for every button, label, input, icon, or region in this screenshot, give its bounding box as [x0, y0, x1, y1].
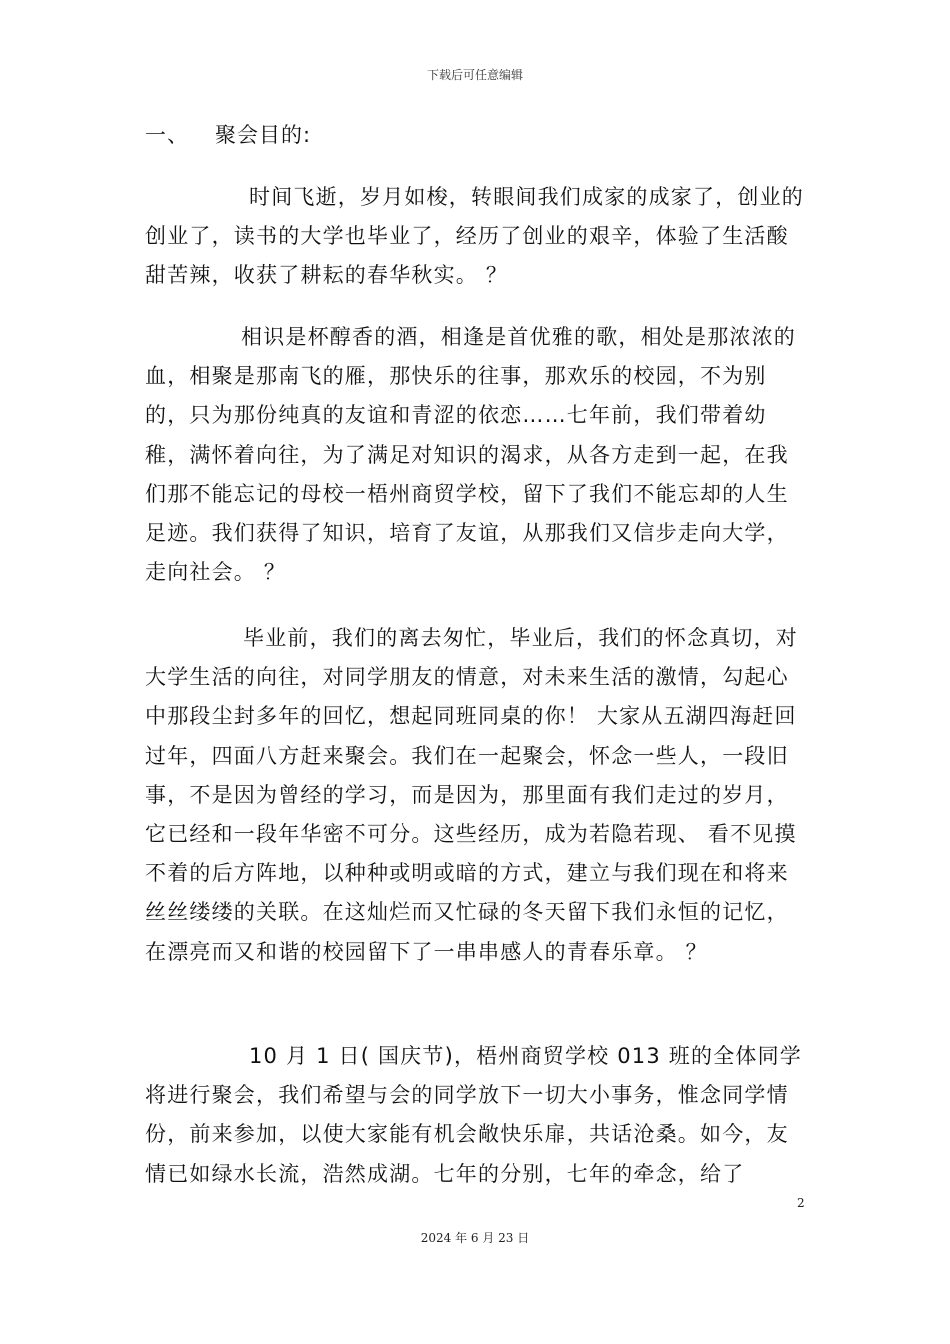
- paragraph-3-text: 毕业前，我们的离去匆忙，毕业后，我们的怀念真切，对大学生活的向往，对同学朋友的情意，对未来生活的激情，勾起心中那段尘封多年的回忆，想起同班同桌的你！ 大家从五湖四海赶回过年，四面八方赶来聚会。我们在一起聚会，怀念一些人，一段旧事，不是因为曾经的学习，而是因为，那里面有我们走过的岁月，它已经和一段年华密不可分。这些经历，成为若隐若现、 看不见摸不着的后方阵地，以种种或明或暗的方式，建立与我们现在和将来丝丝缕缕的关联。在这灿烂而又忙碌的冬天留下我们永恒的记忆，在漂亮而又和谐的校园留下了一串串感人的青春乐章。 ？: [145, 626, 798, 964]
- section-title: 聚会目的:: [215, 123, 312, 147]
- paragraph-4-text: 10 月 1 日( 国庆节)，梧州商贸学校 013 班的全体同学将进行聚会，我们希望与会的同学放下一切大小事务，惟念同学情份，前来参加，以使大家能有机会敞快乐扉，共话沧桑。如今，友情已如绿水长流，浩然成湖。七年的分别，七年的牵念，给了: [145, 1044, 803, 1186]
- paragraph-1-text: 时间飞逝，岁月如梭，转眼间我们成家的成家了，创业的创业了，读书的大学也毕业了，经历了创业的艰辛，体验了生活酸甜苦辣，收获了耕耘的春华秋实。 ？: [145, 185, 804, 288]
- section-number: 一、: [145, 123, 189, 147]
- paragraph-2-text: 相识是杯醇香的酒，相逢是首优雅的歌，相处是那浓浓的血，相聚是那南飞的雁，那快乐的往事，那欢乐的校园，不为别的，只为那份纯真的友谊和青涩的依恋……七年前，我们带着幼稚，满怀着向往，为了满足对知识的渴求，从各方走到一起，在我们那不能忘记的母校一梧州商贸学校，留下了我们不能忘却的人生足迹。我们获得了知识，培育了友谊，从那我们又信步走向大学，走向社会。 ？: [145, 325, 796, 585]
- paragraph-2: [145, 318, 809, 592]
- page-header: 下载后可任意编辑: [426, 68, 523, 82]
- page-footer-date: 2024 年 6 月 23 日: [420, 1231, 530, 1245]
- section-heading: [145, 120, 311, 150]
- paragraph-1: [145, 178, 809, 296]
- page-number: 2: [797, 1196, 805, 1210]
- paragraph-4: [145, 1037, 809, 1194]
- paragraph-3: [145, 619, 809, 972]
